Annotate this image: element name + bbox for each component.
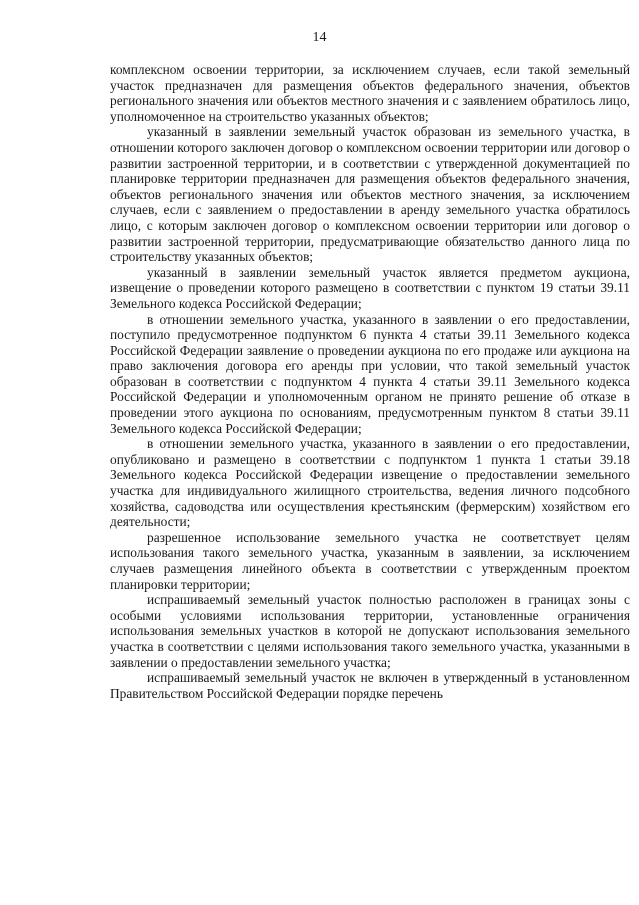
paragraph-permitted-use: разрешенное использование земельного участка не соответствует целям использования такого земельного участка, указанным в заявлении, за исключением случаев размещения линейного объекта в соответствии с утвержденным проектом планировки территории;	[110, 529, 630, 592]
paragraph-complex-development: указанный в заявлении земельный участок образован из земельного участка, в отношении которого заключен договор о комплексном освоении территории или договор о развитии застроенной территории, и в соответствии с утвержденной документацией по планировке территории предназначен для размещения объектов федерального значения, объектов регионального значения или объектов местного значения, за исключением случаев, если с заявлением о предоставлении в аренду земельного участка обратилось лицо, с которым заключен договор о комплексном освоении территории или договор о развитии застроенной территории, предусматривающие обязательство данного лица по строительству указанных объектов;	[110, 124, 630, 265]
page-number: 14	[312, 30, 327, 45]
paragraph-auction-application: в отношении земельного участка, указанного в заявлении о его предоставлении, поступило предусмотренное подпунктом 6 пункта 4 статьи 39.11 Земельного кодекса Российской Федерации заявление о проведении аукциона по его продаже или аукциона на право заключения договора его аренды при условии, что такой земельный участок образован в соответствии с подпунктом 4 пункта 4 статьи 39.11 Земельного кодекса Российской Федерации и уполномоченным органом не принято решение об отказе в проведении этого аукциона по основаниям, предусмотренным пунктом 8 статьи 39.11 Земельного кодекса Российской Федерации;	[110, 311, 630, 436]
paragraph-special-zone: испрашиваемый земельный участок полностью расположен в границах зоны с особыми условиями использования территории, установленные ограничения использования земельных участков в которой не допускают использования земельного участка в соответствии с целями использования такого земельного участка, указанными в заявлении о предоставлении земельного участка;	[110, 592, 630, 670]
paragraph-continuation: комплексном освоении территории, за исключением случаев, если такой земельный участок предназначен для размещения объектов федерального значения, объектов регионального значения или объектов местного значения и с заявлением обратилось лицо, уполномоченное на строительство указанных объектов;	[110, 62, 630, 124]
paragraph-auction-subject: указанный в заявлении земельный участок является предметом аукциона, извещение о проведении которого размещено в соответствии с пунктом 19 статьи 39.11 Земельного кодекса Российской Федерации;	[110, 264, 630, 311]
document-body	[110, 62, 630, 701]
paragraph-published-notice: в отношении земельного участка, указанного в заявлении о его предоставлении, опубликовано и размещено в соответствии с подпунктом 1 пункта 1 статьи 39.18 Земельного кодекса Российской Федерации извещение о предоставлении земельного участка для индивидуального жилищного строительства, ведения личного подсобного хозяйства, садоводства или осуществления крестьянским (фермерским) хозяйством его деятельности;	[110, 436, 630, 530]
paragraph-government-list: испрашиваемый земельный участок не включен в утвержденный в установленном Правительством Российской Федерации порядке перечень	[110, 670, 630, 701]
